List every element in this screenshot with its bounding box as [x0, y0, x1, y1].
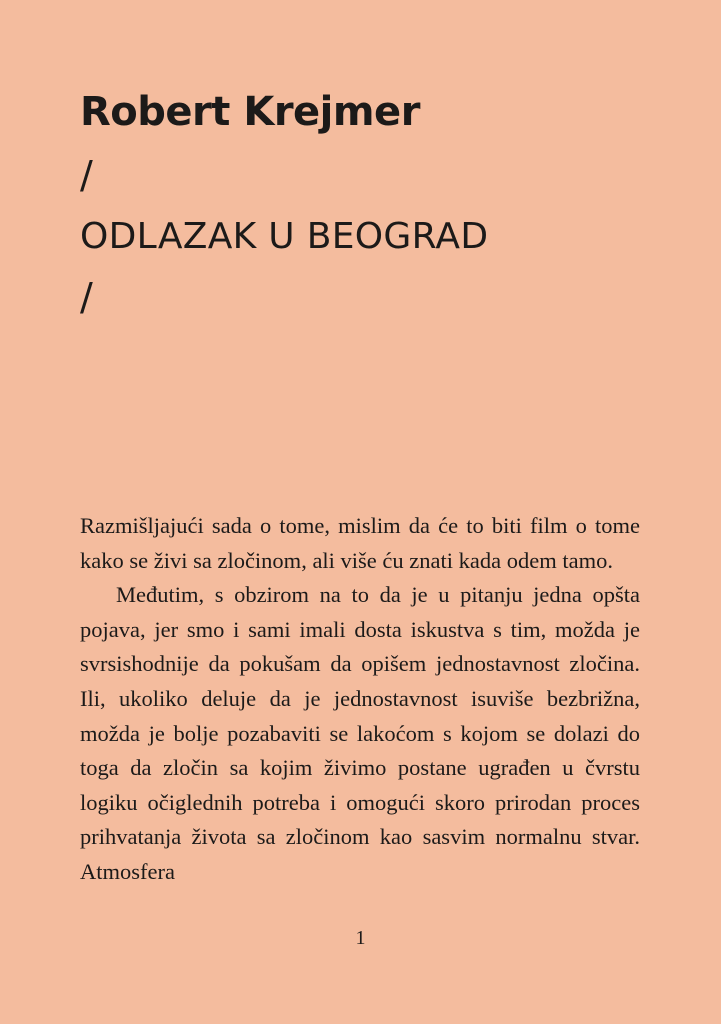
body-text [80, 509, 640, 890]
document-title: ODLAZAK U BEOGRAD [80, 216, 489, 257]
paragraph-1: Razmišljajući sada o tome, mislim da će to biti film o tome kako se živi sa zločinom, ali više ću znati kada odem tamo. [80, 513, 640, 573]
paragraph-2: Međutim, s obzirom na to da je u pitanju jedna opšta pojava, jer smo i sami imali dosta iskustva s tim, možda je svrsishodnije da pokušam da opišem jednostavnost zločina. Ili, ukoliko deluje da je jednostavnost isuviše bezbrižna, možda je bolje pozabaviti se lakoćom s kojom se dolazi do toga da zločin sa kojim živimo postane ugrađen u čvrstu logiku očiglednih potreba i omogući skoro prirodan proces prihvatanja života sa zločinom kao sasvim normalnu stvar. Atmosfera [80, 582, 640, 884]
author-name: Robert Krejmer [80, 89, 420, 135]
page-number: 1 [355, 927, 366, 949]
title-separator-top: / [80, 153, 93, 197]
title-separator-bottom: / [80, 275, 93, 319]
